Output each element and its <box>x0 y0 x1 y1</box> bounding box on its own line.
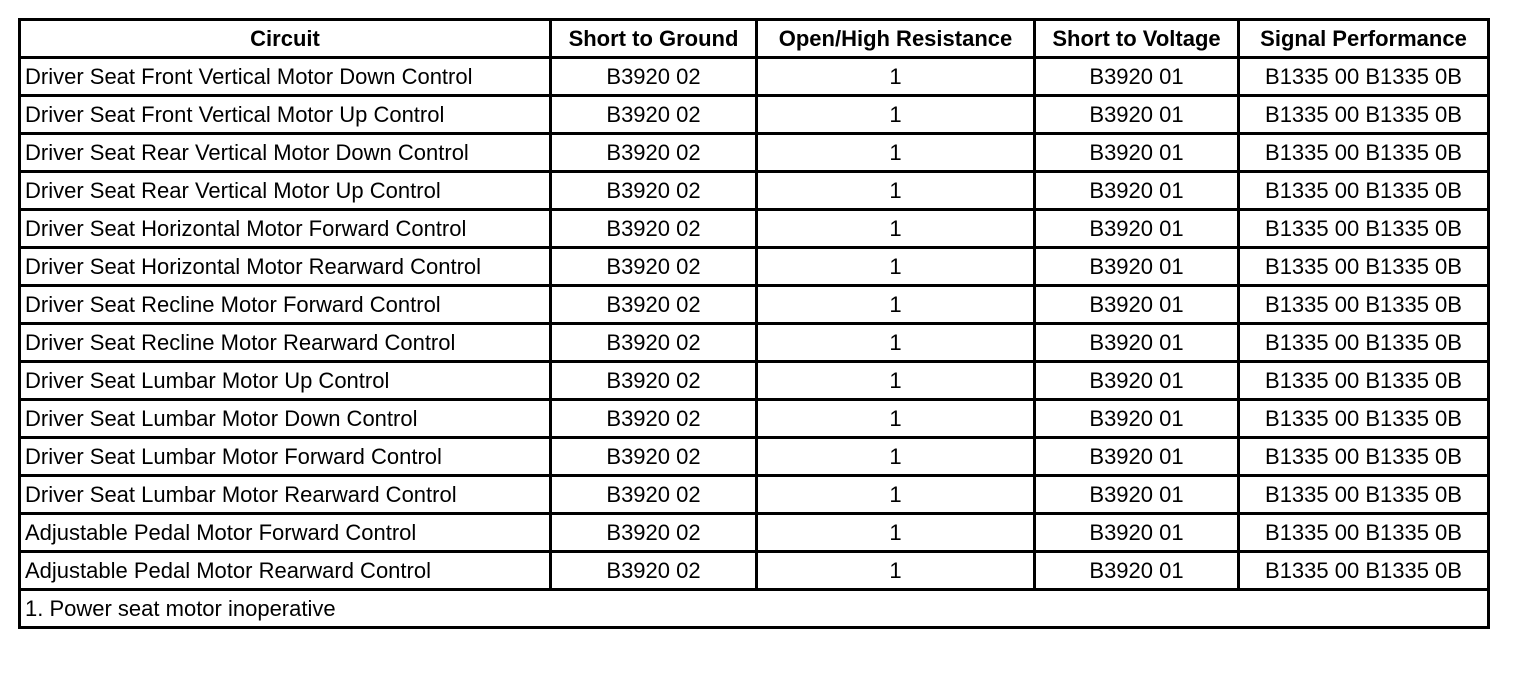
cell-signal-performance: B1335 00 B1335 0B <box>1239 172 1489 210</box>
cell-short-to-ground: B3920 02 <box>551 400 757 438</box>
cell-open-high-resistance: 1 <box>757 58 1035 96</box>
cell-short-to-voltage: B3920 01 <box>1035 210 1239 248</box>
cell-short-to-voltage: B3920 01 <box>1035 552 1239 590</box>
cell-circuit: Driver Seat Recline Motor Forward Control <box>20 286 551 324</box>
cell-short-to-voltage: B3920 01 <box>1035 134 1239 172</box>
cell-short-to-voltage: B3920 01 <box>1035 514 1239 552</box>
cell-signal-performance: B1335 00 B1335 0B <box>1239 248 1489 286</box>
table-row <box>20 476 1489 514</box>
cell-circuit: Driver Seat Horizontal Motor Forward Control <box>20 210 551 248</box>
table-row <box>20 286 1489 324</box>
cell-circuit: Driver Seat Lumbar Motor Rearward Control <box>20 476 551 514</box>
table-row <box>20 58 1489 96</box>
table-row <box>20 438 1489 476</box>
table-body <box>20 58 1489 590</box>
cell-signal-performance: B1335 00 B1335 0B <box>1239 58 1489 96</box>
cell-short-to-ground: B3920 02 <box>551 362 757 400</box>
cell-circuit: Driver Seat Horizontal Motor Rearward Control <box>20 248 551 286</box>
cell-short-to-ground: B3920 02 <box>551 324 757 362</box>
cell-signal-performance: B1335 00 B1335 0B <box>1239 362 1489 400</box>
table-row <box>20 552 1489 590</box>
cell-circuit: Driver Seat Rear Vertical Motor Down Control <box>20 134 551 172</box>
cell-signal-performance: B1335 00 B1335 0B <box>1239 438 1489 476</box>
cell-open-high-resistance: 1 <box>757 400 1035 438</box>
table-row <box>20 400 1489 438</box>
cell-open-high-resistance: 1 <box>757 476 1035 514</box>
cell-short-to-ground: B3920 02 <box>551 476 757 514</box>
cell-signal-performance: B1335 00 B1335 0B <box>1239 400 1489 438</box>
cell-signal-performance: B1335 00 B1335 0B <box>1239 552 1489 590</box>
cell-short-to-ground: B3920 02 <box>551 514 757 552</box>
cell-short-to-voltage: B3920 01 <box>1035 248 1239 286</box>
cell-short-to-voltage: B3920 01 <box>1035 286 1239 324</box>
cell-open-high-resistance: 1 <box>757 324 1035 362</box>
cell-short-to-ground: B3920 02 <box>551 96 757 134</box>
cell-circuit: Driver Seat Recline Motor Rearward Control <box>20 324 551 362</box>
table-row <box>20 134 1489 172</box>
header-short-to-voltage: Short to Voltage <box>1035 20 1239 58</box>
cell-open-high-resistance: 1 <box>757 248 1035 286</box>
table-header-row <box>20 20 1489 58</box>
cell-short-to-ground: B3920 02 <box>551 210 757 248</box>
cell-short-to-voltage: B3920 01 <box>1035 96 1239 134</box>
cell-signal-performance: B1335 00 B1335 0B <box>1239 210 1489 248</box>
header-open-high-resistance: Open/High Resistance <box>757 20 1035 58</box>
cell-circuit: Driver Seat Lumbar Motor Forward Control <box>20 438 551 476</box>
footnote: 1. Power seat motor inoperative <box>20 590 1489 628</box>
cell-circuit: Adjustable Pedal Motor Rearward Control <box>20 552 551 590</box>
cell-short-to-ground: B3920 02 <box>551 172 757 210</box>
cell-open-high-resistance: 1 <box>757 172 1035 210</box>
cell-open-high-resistance: 1 <box>757 96 1035 134</box>
cell-circuit: Driver Seat Rear Vertical Motor Up Control <box>20 172 551 210</box>
cell-signal-performance: B1335 00 B1335 0B <box>1239 514 1489 552</box>
cell-circuit: Adjustable Pedal Motor Forward Control <box>20 514 551 552</box>
cell-short-to-voltage: B3920 01 <box>1035 58 1239 96</box>
cell-circuit: Driver Seat Lumbar Motor Up Control <box>20 362 551 400</box>
cell-open-high-resistance: 1 <box>757 286 1035 324</box>
table-row <box>20 324 1489 362</box>
cell-short-to-voltage: B3920 01 <box>1035 362 1239 400</box>
table-row <box>20 210 1489 248</box>
cell-short-to-voltage: B3920 01 <box>1035 476 1239 514</box>
cell-signal-performance: B1335 00 B1335 0B <box>1239 96 1489 134</box>
dtc-table-container <box>18 18 1490 629</box>
cell-signal-performance: B1335 00 B1335 0B <box>1239 286 1489 324</box>
cell-open-high-resistance: 1 <box>757 552 1035 590</box>
cell-open-high-resistance: 1 <box>757 134 1035 172</box>
cell-short-to-ground: B3920 02 <box>551 286 757 324</box>
cell-short-to-ground: B3920 02 <box>551 438 757 476</box>
cell-short-to-voltage: B3920 01 <box>1035 400 1239 438</box>
cell-short-to-ground: B3920 02 <box>551 134 757 172</box>
cell-circuit: Driver Seat Front Vertical Motor Up Control <box>20 96 551 134</box>
cell-short-to-voltage: B3920 01 <box>1035 438 1239 476</box>
table-row <box>20 248 1489 286</box>
cell-short-to-ground: B3920 02 <box>551 552 757 590</box>
table-row <box>20 514 1489 552</box>
cell-open-high-resistance: 1 <box>757 362 1035 400</box>
table-row <box>20 362 1489 400</box>
cell-circuit: Driver Seat Front Vertical Motor Down Control <box>20 58 551 96</box>
cell-short-to-ground: B3920 02 <box>551 248 757 286</box>
cell-short-to-voltage: B3920 01 <box>1035 172 1239 210</box>
header-signal-performance: Signal Performance <box>1239 20 1489 58</box>
header-circuit: Circuit <box>20 20 551 58</box>
cell-short-to-ground: B3920 02 <box>551 58 757 96</box>
table-row <box>20 172 1489 210</box>
cell-signal-performance: B1335 00 B1335 0B <box>1239 324 1489 362</box>
cell-open-high-resistance: 1 <box>757 514 1035 552</box>
cell-circuit: Driver Seat Lumbar Motor Down Control <box>20 400 551 438</box>
cell-signal-performance: B1335 00 B1335 0B <box>1239 476 1489 514</box>
table-row <box>20 96 1489 134</box>
cell-open-high-resistance: 1 <box>757 438 1035 476</box>
cell-signal-performance: B1335 00 B1335 0B <box>1239 134 1489 172</box>
header-short-to-ground: Short to Ground <box>551 20 757 58</box>
dtc-table <box>18 18 1490 629</box>
cell-open-high-resistance: 1 <box>757 210 1035 248</box>
footnote-row <box>20 590 1489 628</box>
cell-short-to-voltage: B3920 01 <box>1035 324 1239 362</box>
